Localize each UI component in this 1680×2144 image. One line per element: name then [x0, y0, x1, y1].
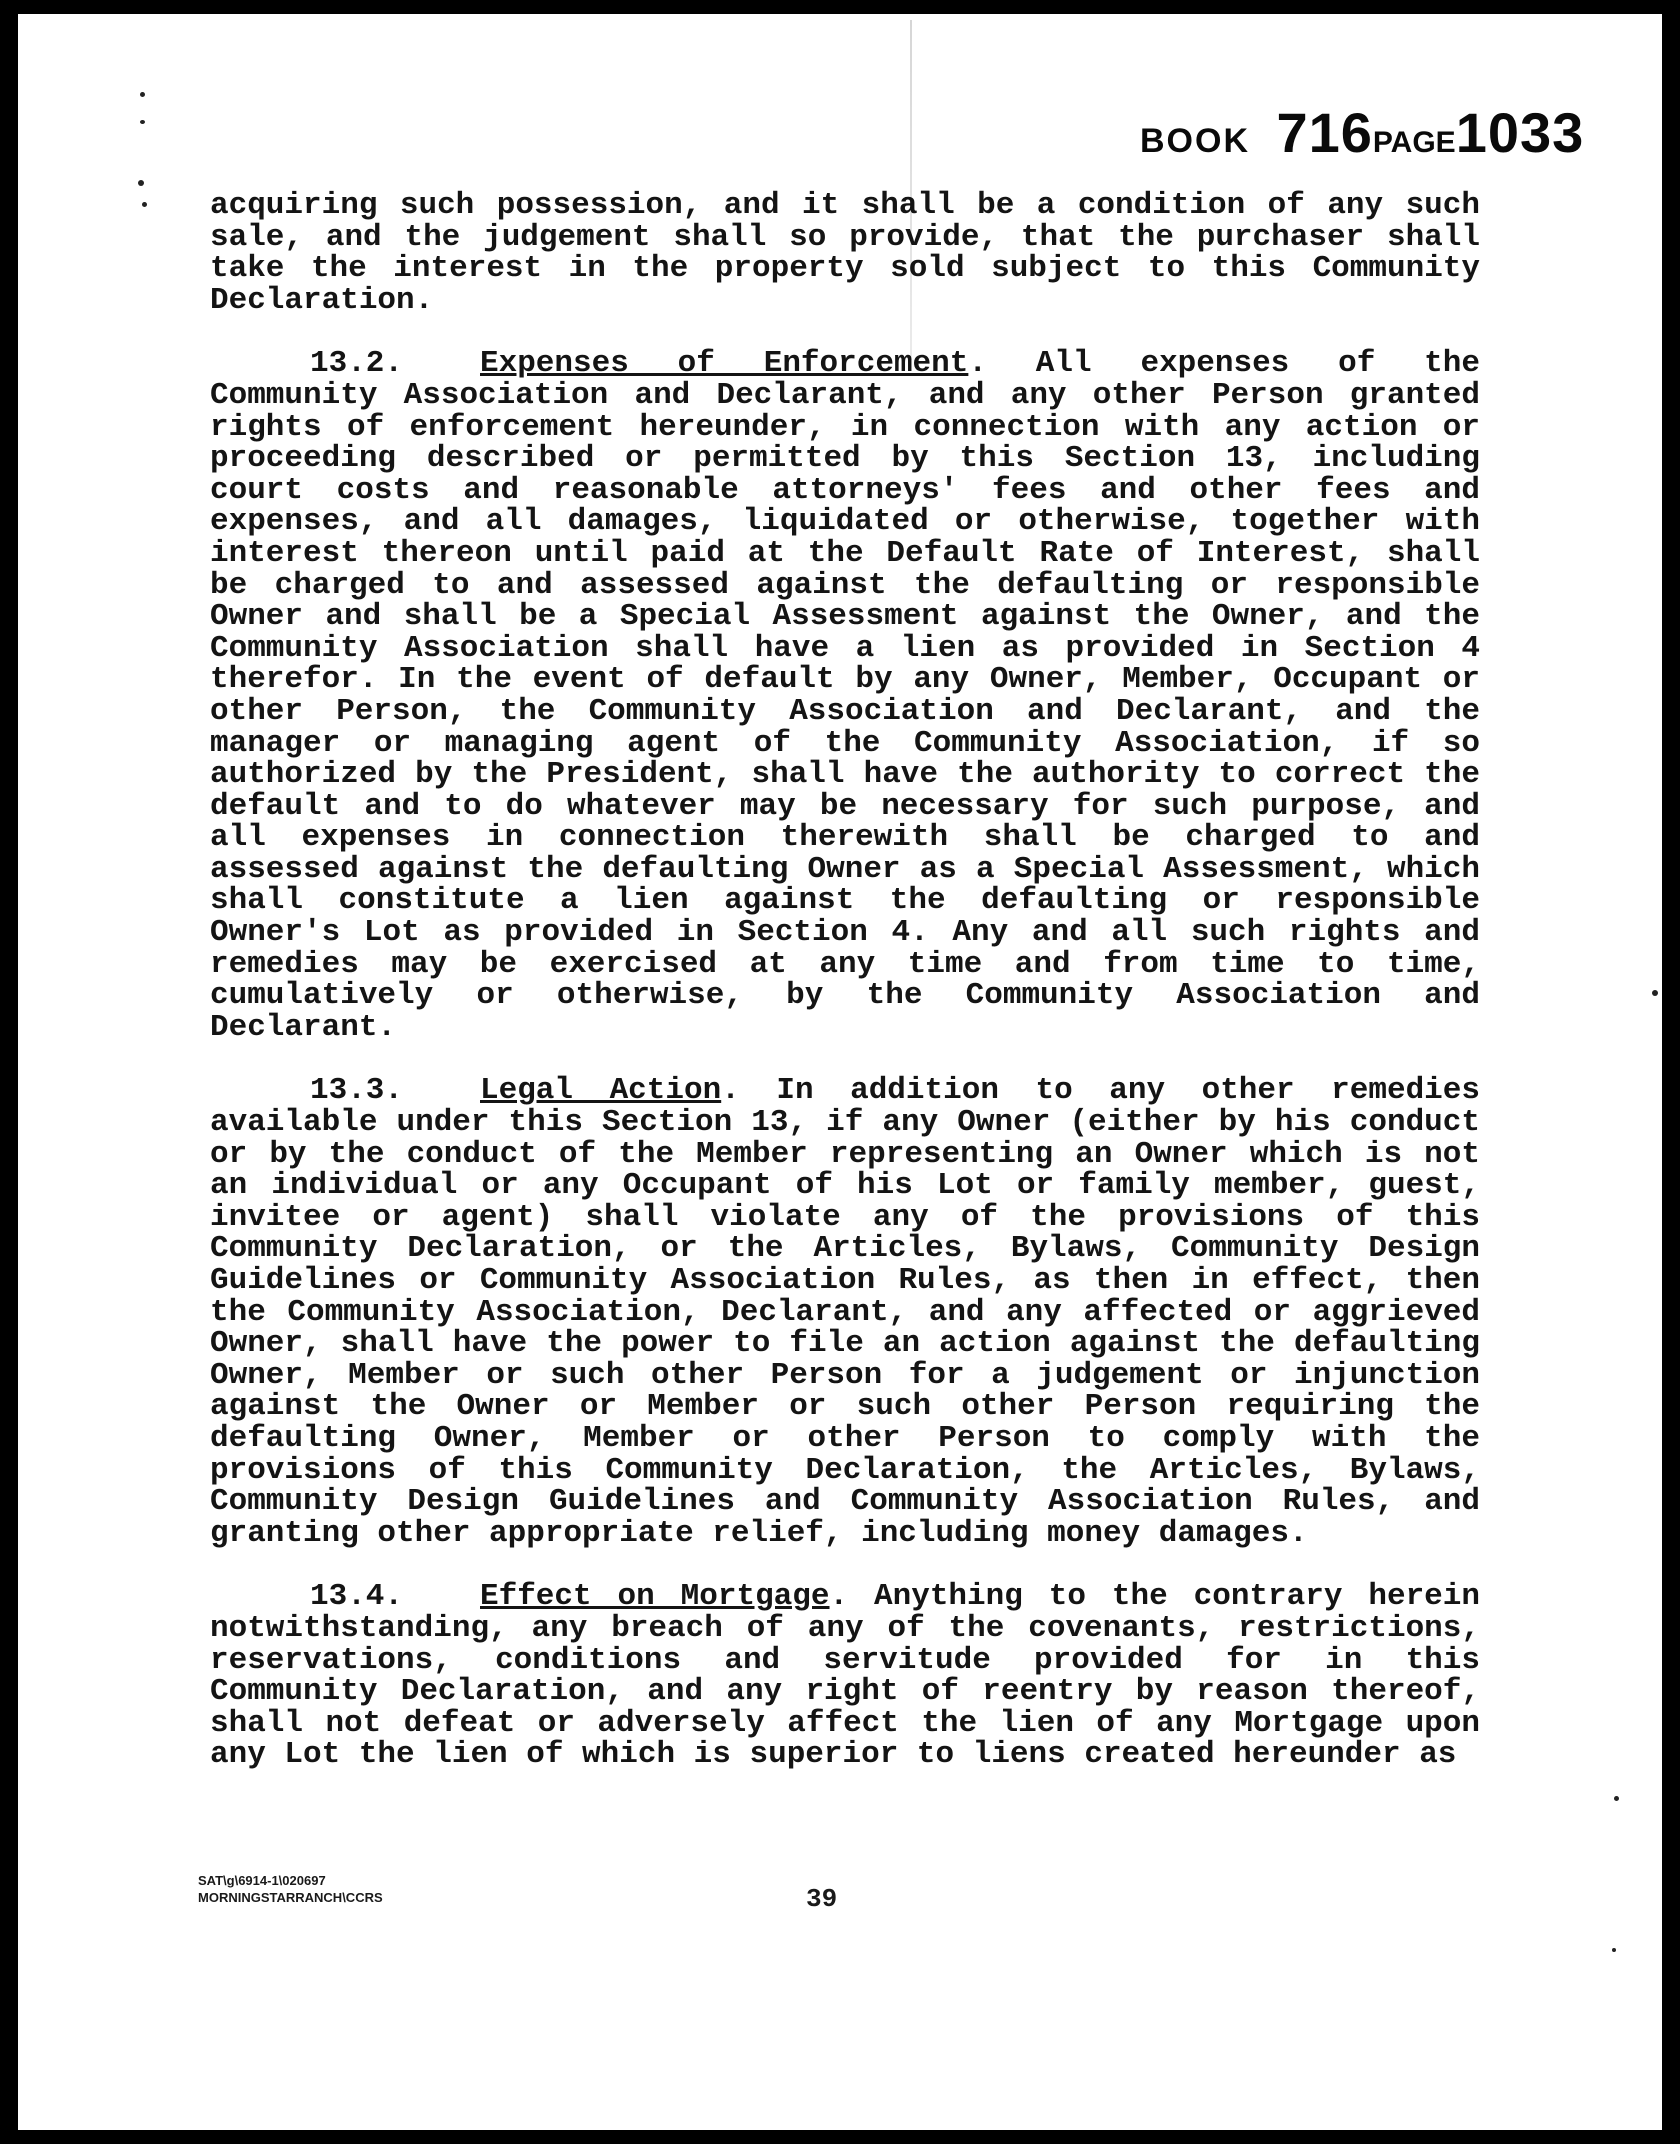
scan-speck	[1652, 990, 1658, 996]
section-13-4	[210, 1581, 1480, 1771]
scan-speck	[142, 202, 147, 207]
scan-border-bottom	[0, 2130, 1680, 2144]
section-heading: Effect on Mortgage	[480, 1579, 830, 1615]
section-body: . All expenses of the Community Association and Declarant, and any other Person granted rights of enforcement hereunder, in connection with any action or proceeding described or permitted by this Section 13, including court costs and reasonable attorneys' fees and other fees and expenses, and all damages, liquidated or otherwise, together with interest thereon until paid at the Default Rate of Interest, shall be charged to and assessed against the defaulting or responsible Owner and shall be a Special Assessment against the Owner, and the Community Association shall have a lien as provided in Section 4 therefor. In the event of default by any Owner, Member, Occupant or other Person, the Community Association and Declarant, and the manager or managing agent of the Community Association, if so authorized by the President, shall have the authority to correct the default and to do whatever may be necessary for such purpose, and all expenses in connection therewith shall be charged to and assessed against the defaulting Owner as a Special Assessment, which shall constitute a lien against the defaulting or responsible Owner's Lot as provided in Section 4. Any and all such rights and remedies may be exercised at any time and from time to time, cumulatively or otherwise, by the Community Association and Declarant.	[210, 346, 1480, 1045]
section-13-3	[210, 1075, 1480, 1549]
scan-speck	[138, 180, 144, 186]
scan-speck	[140, 120, 145, 124]
book-label: BOOK	[1140, 122, 1250, 160]
document-code-line: SAT\g\6914-1\020697	[198, 1873, 326, 1888]
document-code	[198, 1872, 383, 1906]
book-number: 716	[1276, 101, 1373, 164]
scan-speck	[1612, 1948, 1616, 1952]
section-body: . In addition to any other remedies available under this Section 13, if any Owner (either by his conduct or by the conduct of the Member representing an Owner which is not an individual or any Occupant of his Lot or family member, guest, invitee or agent) shall violate any of the provisions of this Community Declaration, or the Articles, Bylaws, Community Design Guidelines or Community Association Rules, as then in effect, then the Community Association, Declarant, and any affected or aggrieved Owner, shall have the power to file an action against the defaulting Owner, Member or such other Person for a judgement or injunction against the Owner or Member or such other Person requiring the defaulting Owner, Member or other Person to comply with the provisions of this Community Declaration, the Articles, Bylaws, Community Design Guidelines and Community Association Rules, and granting other appropriate relief, including money damages.	[210, 1073, 1480, 1551]
section-number: 13.3.	[310, 1073, 404, 1109]
paragraph-continuation	[210, 190, 1480, 316]
scan-border-right	[1662, 0, 1680, 2144]
scan-speck	[140, 92, 145, 97]
book-page-reference	[1140, 100, 1584, 165]
section-body: . Anything to the contrary herein notwithstanding, any breach of any of the covenants, restrictions, reservations, conditions and servitude provided for in this Community Declaration, and any right of reentry by reason thereof, shall not defeat or adversely affect the lien of any Mortgage upon any Lot the lien of which is superior to liens created hereunder as	[210, 1579, 1480, 1773]
document-code-line: MORNINGSTARRANCH\CCRS	[198, 1890, 383, 1905]
section-13-2	[210, 348, 1480, 1043]
section-heading: Expenses of Enforcement	[480, 346, 969, 382]
page-label: PAGE	[1372, 126, 1456, 159]
section-number: 13.4.	[310, 1579, 404, 1615]
scan-border-left	[0, 0, 18, 2144]
section-number: 13.2.	[310, 346, 404, 382]
scan-border-top	[0, 0, 1680, 14]
page-number: 39	[806, 1884, 838, 1914]
scan-speck	[1614, 1796, 1619, 1801]
paragraph-text: acquiring such possession, and it shall be a condition of any such sale, and the judgement shall so provide, that the purchaser shall take the interest in the property sold subject to this Community Declaration.	[210, 188, 1480, 318]
recording-page-number: 1033	[1455, 101, 1585, 164]
document-body	[210, 190, 1480, 1803]
section-heading: Legal Action	[480, 1073, 722, 1109]
